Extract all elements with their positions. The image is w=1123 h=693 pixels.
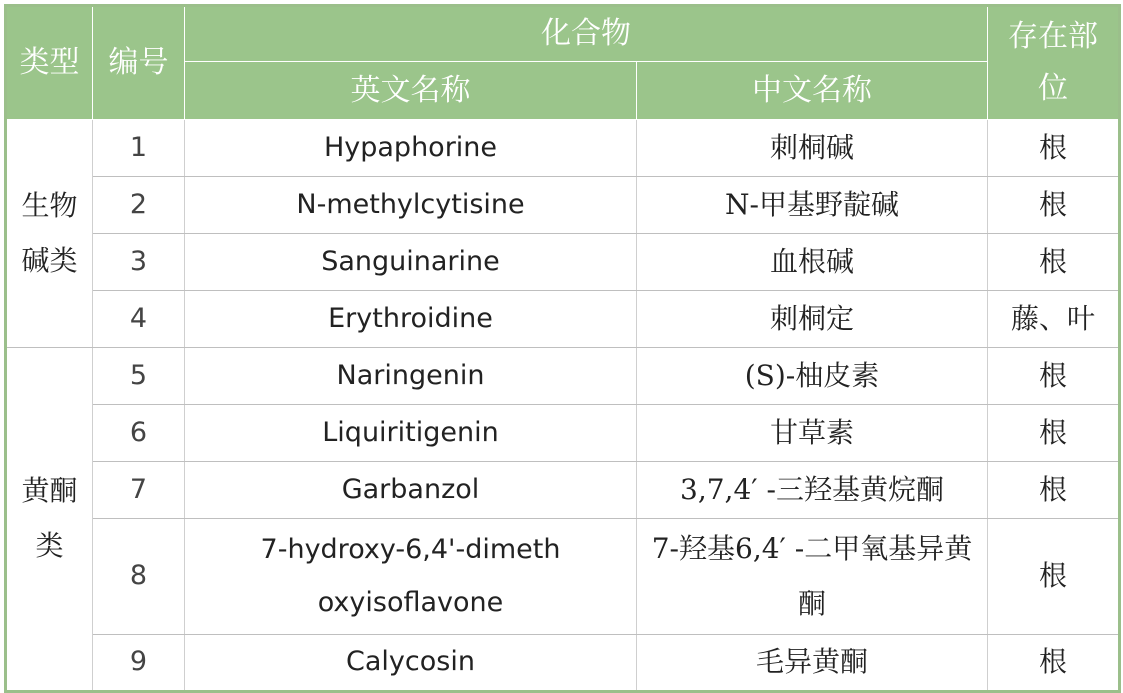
header-type: 类型 — [6, 6, 93, 120]
table-row — [6, 120, 1120, 177]
chinese-name: 毛异黄酮 — [637, 635, 988, 692]
table-row — [6, 348, 1120, 405]
header-number: 编号 — [93, 6, 185, 120]
location: 根 — [988, 120, 1120, 177]
table-header — [6, 6, 1120, 120]
row-number: 9 — [93, 635, 185, 692]
chinese-name: N-甲基野靛碱 — [637, 177, 988, 234]
english-name: Liquiritigenin — [185, 405, 637, 462]
english-name: 7-hydroxy-6,4'-dimethoxyisoflavone — [185, 519, 637, 635]
english-name: Erythroidine — [185, 291, 637, 348]
row-number: 5 — [93, 348, 185, 405]
table-row — [6, 405, 1120, 462]
english-name: N-methylcytisine — [185, 177, 637, 234]
chinese-name: (S)-柚皮素 — [637, 348, 988, 405]
chinese-name: 甘草素 — [637, 405, 988, 462]
row-number: 4 — [93, 291, 185, 348]
location: 根 — [988, 635, 1120, 692]
row-number: 8 — [93, 519, 185, 635]
location: 根 — [988, 462, 1120, 519]
group-type-alkaloids: 生物碱类 — [6, 120, 93, 348]
english-name: Calycosin — [185, 635, 637, 692]
compound-table — [4, 4, 1121, 693]
chinese-name: 血根碱 — [637, 234, 988, 291]
chinese-name: 7-羟基6,4′ -二甲氧基异黄酮 — [637, 519, 988, 635]
header-location: 存在部位 — [988, 6, 1120, 120]
table-row — [6, 635, 1120, 692]
row-number: 6 — [93, 405, 185, 462]
table-row — [6, 462, 1120, 519]
table-row — [6, 234, 1120, 291]
table-row — [6, 177, 1120, 234]
row-number: 2 — [93, 177, 185, 234]
location: 根 — [988, 405, 1120, 462]
header-compound: 化合物 — [185, 6, 988, 62]
english-name: Naringenin — [185, 348, 637, 405]
row-number: 7 — [93, 462, 185, 519]
location: 根 — [988, 348, 1120, 405]
english-name: Hypaphorine — [185, 120, 637, 177]
english-name: Garbanzol — [185, 462, 637, 519]
english-name: Sanguinarine — [185, 234, 637, 291]
location: 根 — [988, 519, 1120, 635]
chinese-name: 3,7,4′ -三羟基黄烷酮 — [637, 462, 988, 519]
location: 根 — [988, 234, 1120, 291]
location: 根 — [988, 177, 1120, 234]
header-chinese-name: 中文名称 — [637, 62, 988, 120]
group-type-flavonoids: 黄酮类 — [6, 348, 93, 692]
chinese-name: 刺桐碱 — [637, 120, 988, 177]
row-number: 3 — [93, 234, 185, 291]
table-body — [6, 120, 1120, 692]
header-english-name: 英文名称 — [185, 62, 637, 120]
table-row — [6, 519, 1120, 635]
chinese-name: 刺桐定 — [637, 291, 988, 348]
row-number: 1 — [93, 120, 185, 177]
location: 藤、叶 — [988, 291, 1120, 348]
table-row — [6, 291, 1120, 348]
